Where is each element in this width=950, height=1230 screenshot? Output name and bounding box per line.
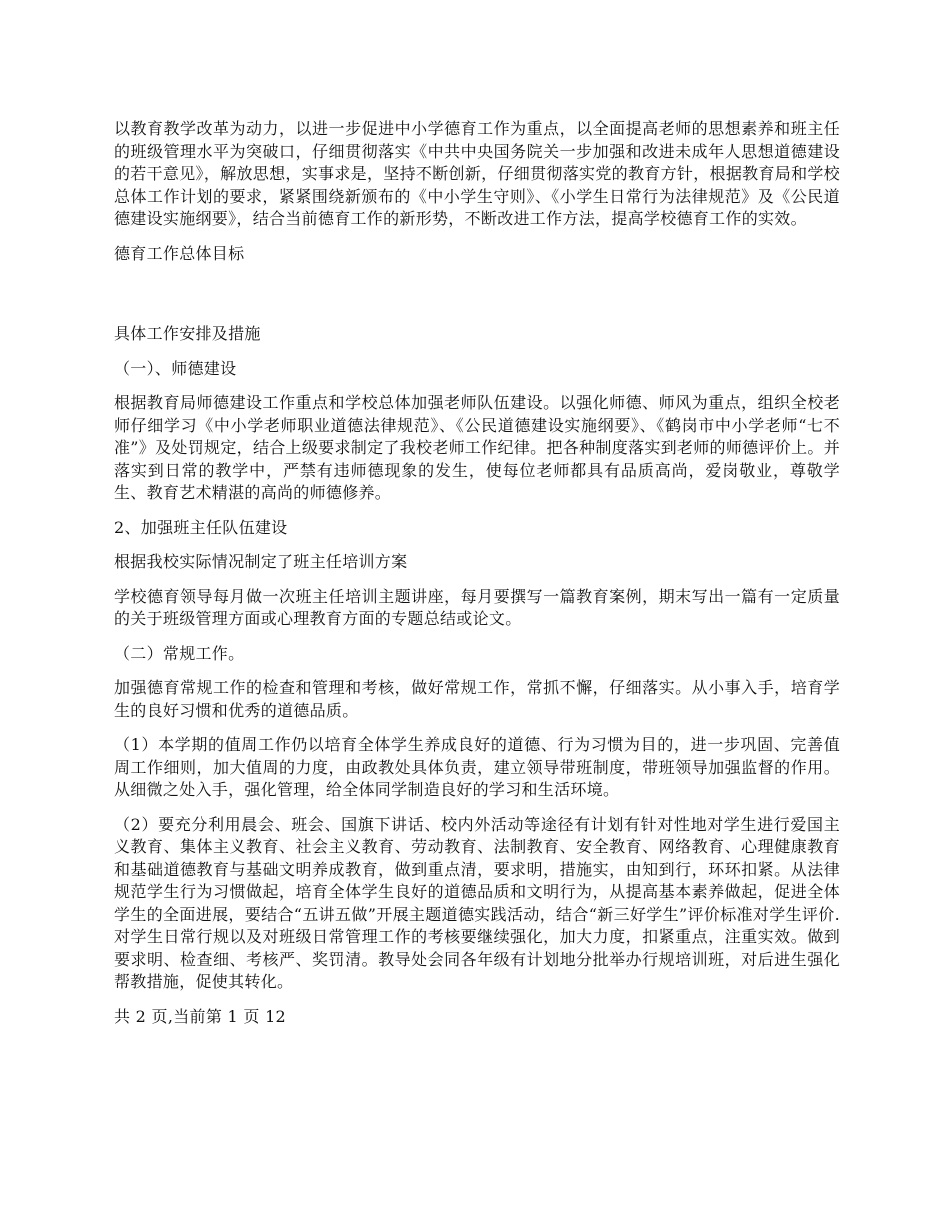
intro-paragraph: 以教育教学改革为动力，以进一步促进中小学德育工作为重点，以全面提高老师的思想素养和班主任的班级管理水平为突破口，仔细贯彻落实《中共中央国务院关一步加强和改进未成年人思想道德建设的若干意见》，解放思想，实事求是，坚持不断创新，仔细贯彻落实党的教育方针，根据教育局和学校总体工作计划的要求，紧紧围绕新颁布的《中小学生守则》、《小学生日常行为法律规范》及《公民道德建设实施纲要》，结合当前德育工作的新形势，不断改进工作方法，提高学校德育工作的实效。 [114,119,840,228]
class-teacher-training-paragraph: 学校德育领导每月做一次班主任培训主题讲座，每月要撰写一篇教育案例，期末写出一篇有一定质量的关于班级管理方面或心理教育方面的专题总结或论文。 [114,586,840,628]
blank-gap [114,277,840,323]
routine-work-paragraph: 加强德育常规工作的检查和管理和考核，做好常规工作，常抓不懈，仔细落实。从小事入手，培育学生的良好习惯和优秀的道德品质。 [114,678,840,720]
teacher-ethics-paragraph: 根据教育局师德建设工作重点和学校总体加强老师队伍建设。以强化师德、师风为重点，组织全校老师仔细学习《中小学老师职业道德法律规范》、《公民道德建设实施纲要》、《鹤岗市中小学老师“七不准”》及处罚规定，结合上级要求制定了我校老师工作纪律。把各种制度落实到老师的师德评价上。并落实到日常的教学中，严禁有违师德现象的发生，使每位老师都具有品质高尚，爱岗敬业，尊敬学生、教育艺术精湛的高尚的师德修养。 [114,393,840,502]
page-footer: 共 2 页,当前第 1 页 12 [114,1006,287,1026]
class-teacher-plan-line: 根据我校实际情况制定了班主任培训方案 [114,552,408,571]
subheading-routine-work: （二）常规工作。 [114,643,245,663]
subheading-teacher-ethics: （一）、师德建设 [114,358,237,378]
moral-education-paragraph: （2）要充分利用晨会、班会、国旗下讲话、校内外活动等途径有计划有针对性地对学生进行爱国主义教育、集体主义教育、社会主义教育、劳动教育、法制教育、安全教育、网络教育、心理健康教育和基础道德教育与基础文明养成教育，做到重点清，要求明，措施实，由知到行，环环扣紧。从法律规范学生行为习惯做起，培育全体学生良好的道德品质和文明行为，从提高基本素养做起，促进全体学生的全面进展，要结合“五讲五做”开展主题道德实践活动，结合“新三好学生”评价标准对学生评价.对学生日常行规以及对班级日常管理工作的考核要继续强化，加大力度，扣紧重点，注重实效。做到要求明、检查细、考核严、奖罚清。教导处会同各年级有计划地分批举办行规培训班，对后进生强化帮教措施，促使其转化。 [114,814,840,991]
section-heading-overall-goal: 德育工作总体目标 [114,243,245,263]
section-heading-arrangements: 具体工作安排及措施 [114,324,261,343]
subheading-class-teacher: 2、加强班主任队伍建设 [114,517,288,537]
duty-week-paragraph: （1）本学期的值周工作仍以培育全体学生养成良好的道德、行为习惯为目的，进一步巩固、完善值周工作细则，加大值周的力度，由政教处具体负责，建立领导带班制度，带班领导加强监督的作用。从细微之处入手，强化管理，给全体同学制造良好的学习和生活环境。 [114,735,840,799]
